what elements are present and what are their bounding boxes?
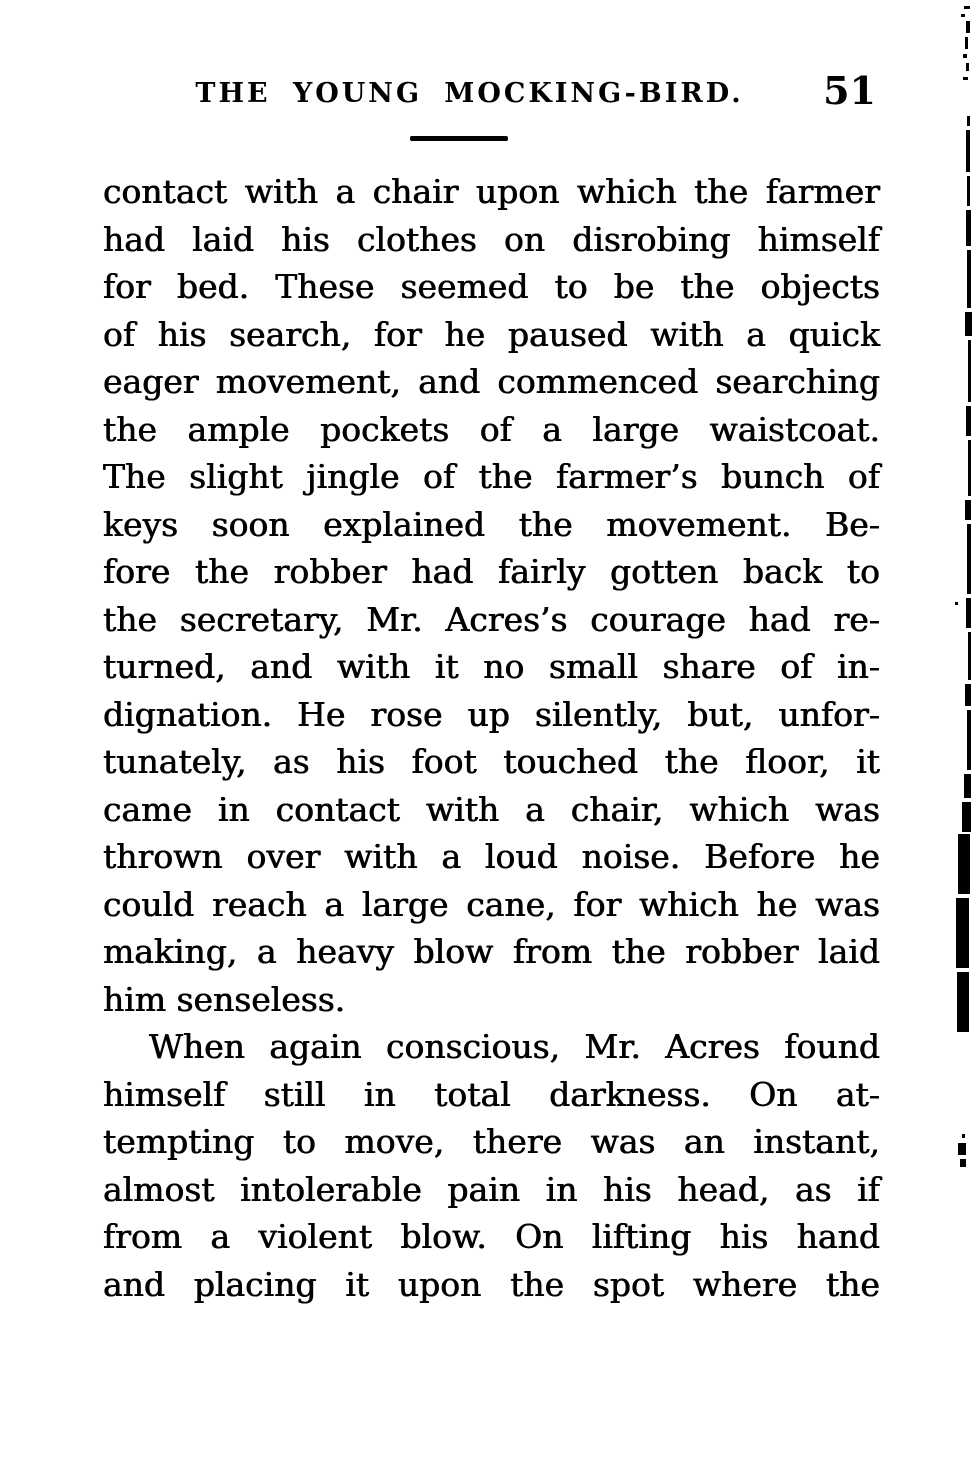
scan-mark (967, 250, 971, 308)
text-line: tunately, as his foot touched the floor, it (103, 742, 880, 781)
scan-mark (968, 340, 971, 402)
scan-mark (966, 210, 971, 246)
text-line: of his search, for he paused with a quick (103, 314, 880, 354)
scan-mark (966, 598, 971, 628)
scan-mark (967, 176, 970, 206)
scan-mark (955, 602, 958, 605)
header-divider-rule (410, 136, 508, 141)
scan-mark (965, 312, 972, 336)
text-line: the ample pockets of a large waistcoat. (103, 409, 880, 449)
scan-mark (965, 684, 971, 706)
page-number: 51 (823, 68, 876, 113)
scan-mark (966, 406, 971, 436)
text-line: eager movement, and commenced searching (103, 362, 880, 401)
scan-mark (962, 802, 971, 832)
scan-mark (963, 54, 967, 58)
text-line: for bed. These seemed to be the objects (103, 267, 880, 306)
text-line: fore the robber had fairly gotten back to (103, 552, 880, 591)
scan-mark (956, 898, 969, 968)
text-line: turned, and with it no small share of in- (103, 647, 880, 686)
scan-mark (968, 632, 971, 680)
text-line: dignation. He rose up silently, but, unfor- (103, 694, 880, 734)
scan-mark (964, 774, 971, 798)
text-line: the secretary, Mr. Acres’s courage had re- (103, 599, 880, 639)
scan-mark (958, 1143, 966, 1155)
running-title: THE YOUNG MOCKING-BIRD. (195, 78, 744, 109)
text-line: and placing it upon the spot where the (103, 1264, 880, 1304)
text-line: contact with a chair upon which the farmer (103, 172, 880, 211)
text-line: him senseless. (103, 979, 346, 1019)
scan-mark (968, 440, 971, 496)
text-line: tempting to move, there was an instant, (103, 1122, 880, 1161)
text-line: almost intolerable pain in his head, as if (103, 1169, 880, 1209)
scan-mark (961, 14, 965, 17)
text-line: The slight jingle of the farmer’s bunch of (103, 457, 880, 496)
text-line: came in contact with a chair, which was (103, 789, 880, 829)
page-header (103, 68, 880, 120)
scan-mark (965, 37, 968, 49)
text-line: When again conscious, Mr. Acres found (149, 1027, 880, 1066)
scan-mark (967, 524, 971, 594)
text-line: had laid his clothes on disrobing himself (103, 219, 880, 259)
scan-mark (965, 500, 971, 520)
text-line: thrown over with a loud noise. Before he (103, 837, 880, 876)
scan-mark (966, 130, 970, 172)
body-text (103, 168, 880, 1308)
scan-mark (957, 972, 969, 1032)
scan-mark (964, 6, 970, 9)
scan-mark (963, 77, 968, 80)
text-line: making, a heavy blow from the robber laid (103, 932, 880, 971)
scan-mark (966, 63, 969, 71)
scan-mark (958, 834, 970, 894)
text-line: keys soon explained the movement. Be- (103, 504, 880, 544)
text-line: from a violent blow. On lifting his hand (103, 1217, 880, 1256)
scan-mark (967, 116, 970, 126)
scan-mark (960, 1159, 966, 1167)
scan-mark (967, 710, 971, 770)
text-line: could reach a large cane, for which he was (103, 884, 880, 924)
scan-mark (966, 21, 970, 33)
scan-mark (962, 1134, 965, 1138)
text-line: himself still in total darkness. On at- (103, 1074, 880, 1114)
